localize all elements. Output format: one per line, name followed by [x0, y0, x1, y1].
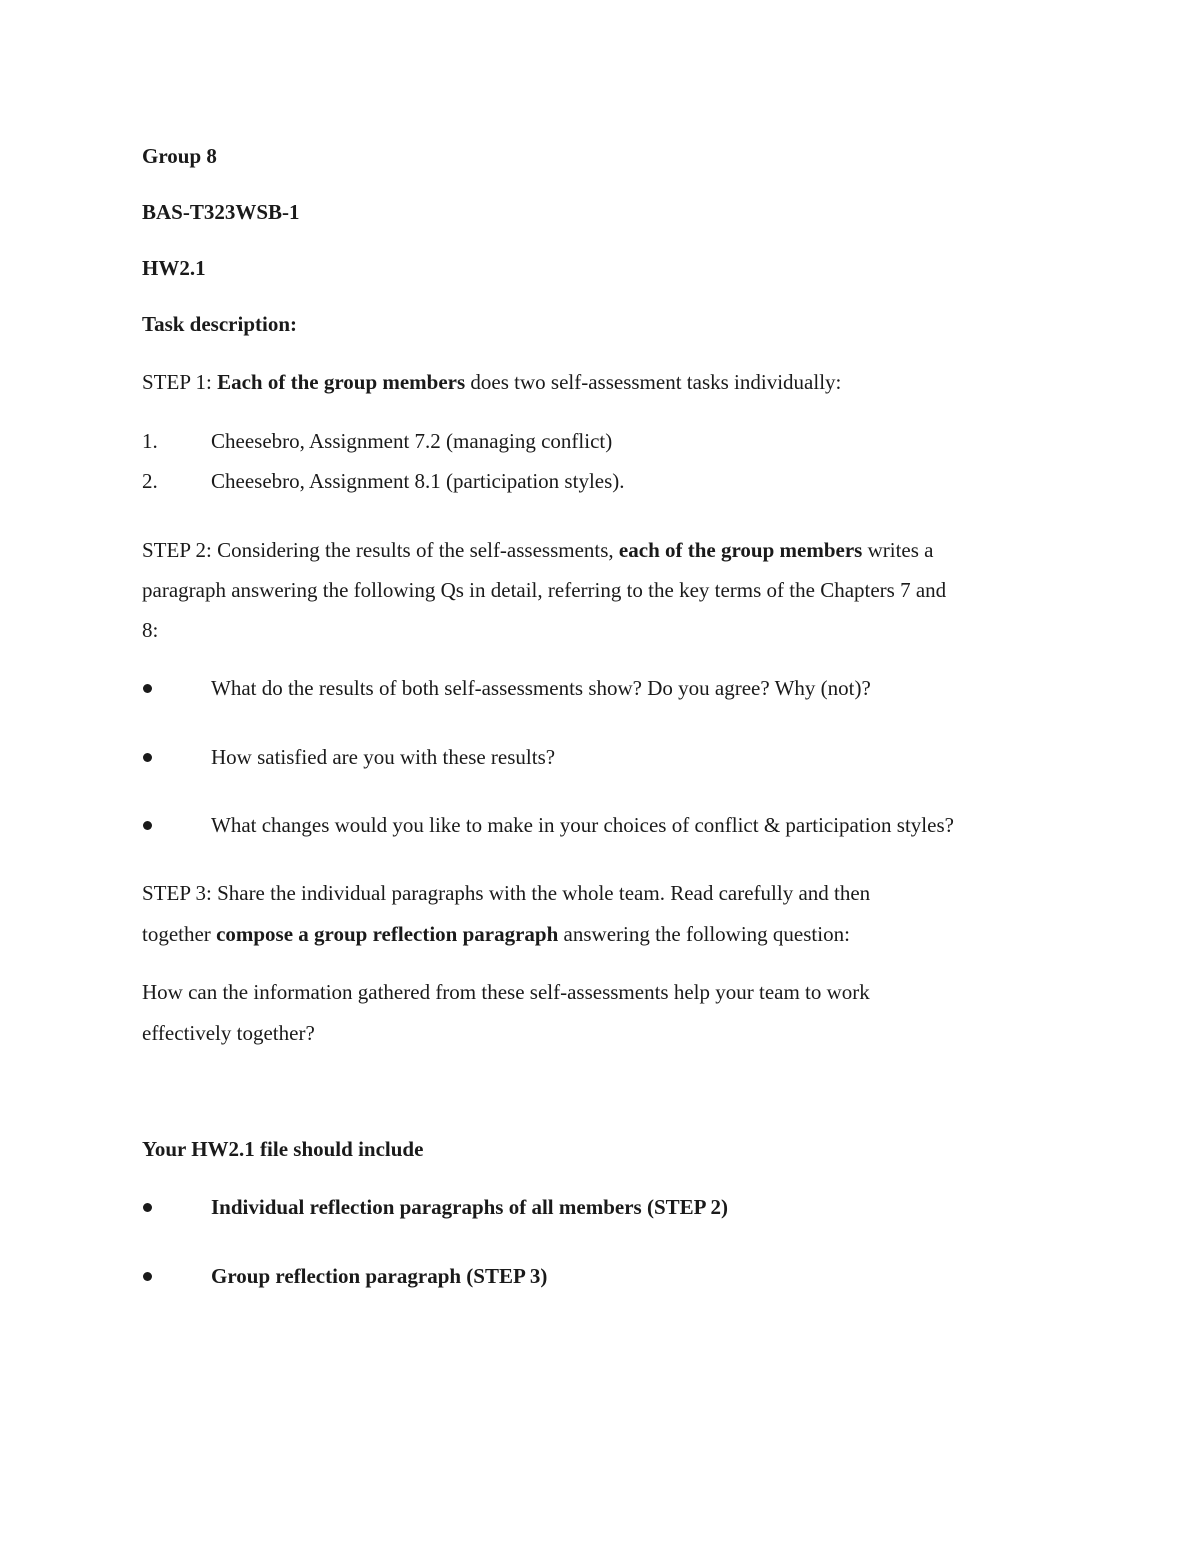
step2-intro: STEP 2: Considering the results of the self-assessments, each of the group members writes a	[142, 538, 934, 562]
list-item: Group reflection paragraph (STEP 3)	[211, 1264, 548, 1288]
list-marker: 2.	[142, 469, 158, 493]
list-item: Cheesebro, Assignment 8.1 (participation styles).	[211, 469, 625, 493]
list-item: What do the results of both self-assessments show? Do you agree? Why (not)?	[211, 676, 871, 700]
step2-line3: 8:	[142, 618, 159, 642]
bullet-icon	[143, 684, 152, 693]
list-item: What changes would you like to make in your choices of conflict & participation styles?	[211, 813, 954, 837]
step3-line2: together compose a group reflection paragraph answering the following question:	[142, 922, 850, 946]
bullet-icon	[143, 753, 152, 762]
bullet-icon	[143, 1203, 152, 1212]
step2-line2: paragraph answering the following Qs in detail, referring to the key terms of the Chapters 7 and	[142, 578, 947, 602]
list-item: Cheesebro, Assignment 7.2 (managing conflict)	[211, 429, 613, 453]
list-item: Individual reflection paragraphs of all members (STEP 2)	[211, 1195, 729, 1219]
list-item: How satisfied are you with these results?	[211, 745, 556, 769]
step1-intro: STEP 1: Each of the group members does two self-assessment tasks individually:	[142, 370, 842, 394]
bullet-icon	[143, 1272, 152, 1281]
step3-question-line1: How can the information gathered from these self-assessments help your team to work	[142, 980, 870, 1004]
step3-line1: STEP 3: Share the individual paragraphs with the whole team. Read carefully and then	[142, 881, 871, 905]
include-heading: Your HW2.1 file should include	[142, 1137, 424, 1161]
bullet-icon	[143, 821, 152, 830]
homework-id: HW2.1	[142, 256, 206, 280]
task-heading: Task description:	[142, 312, 298, 336]
course-code: BAS-T323WSB-1	[142, 200, 300, 224]
list-marker: 1.	[142, 429, 158, 453]
group-label: Group 8	[142, 144, 217, 168]
step3-question-line2: effectively together?	[142, 1021, 315, 1045]
